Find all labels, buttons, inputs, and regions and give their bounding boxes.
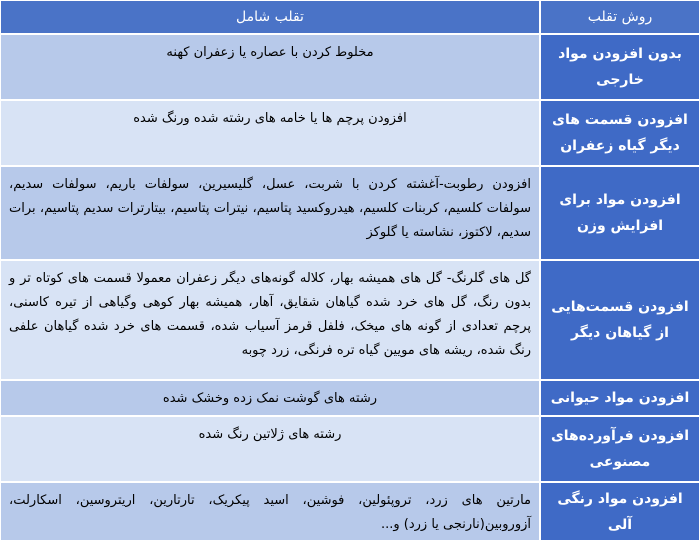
row-1-content: مخلوط کردن با عصاره یا زعفران کهنه: [0, 34, 540, 100]
row-5-method: افزودن مواد حیوانی: [540, 380, 700, 416]
row-3-method: افزودن مواد برای افزایش وزن: [540, 166, 700, 260]
header-method-column: روش تقلب: [540, 0, 700, 34]
row-3-content: افزودن رطوبت-آغشته کردن با شربت، عسل، گلیسیرین، سولفات باریم، سولفات سدیم، سولفات کلسیم، کربنات کلسیم، هیدروکسید پتاسیم، نیترات پتاسیم، بیتارترات سدیم پتاسیم، برات سدیم، لاکتوز، نشاسته یا گلوکز: [0, 166, 540, 260]
row-5-content: رشته های گوشت نمک زده وخشک شده: [0, 380, 540, 416]
header-content-column: تقلب شامل: [0, 0, 540, 34]
row-4-content: گل های گلرنگ- گل های همیشه بهار، کلاله گونه‌های دیگر زعفران معمولا قسمت های کوتاه تر و بدون رنگ، گل های خرد شده گیاهان شقایق، آهار، همیشه بهار کوهی وگیاهی از تیره کاسنی، پرچم تعدادی از گونه های میخک، فلفل قرمز آسیاب شده، قسمت های خرد شده گیاهان علفی رنگ شده، ریشه های مویین گیاه تره فرنگی، زرد چوبه: [0, 260, 540, 380]
row-2-method: افزودن قسمت های دیگر گیاه زعفران: [540, 100, 700, 166]
row-7-method: افزودن مواد رنگی آلی: [540, 482, 700, 541]
row-7-content: مارتین های زرد، تروپئولین، فوشین، اسید پیکریک، تارتارین، اریتروسین، اسکارلت، آزوروبین(نارنجی یا زرد) و...: [0, 482, 540, 541]
row-1-method: بدون افزودن مواد خارجی: [540, 34, 700, 100]
row-6-content: رشته های ژلاتین رنگ شده: [0, 416, 540, 482]
row-6-method: افزودن فرآورده‌های مصنوعی: [540, 416, 700, 482]
row-4-method: افزودن قسمت‌هایی از گیاهان دیگر: [540, 260, 700, 380]
row-2-content: افزودن پرچم ها یا خامه های رشته شده ورنگ شده: [0, 100, 540, 166]
